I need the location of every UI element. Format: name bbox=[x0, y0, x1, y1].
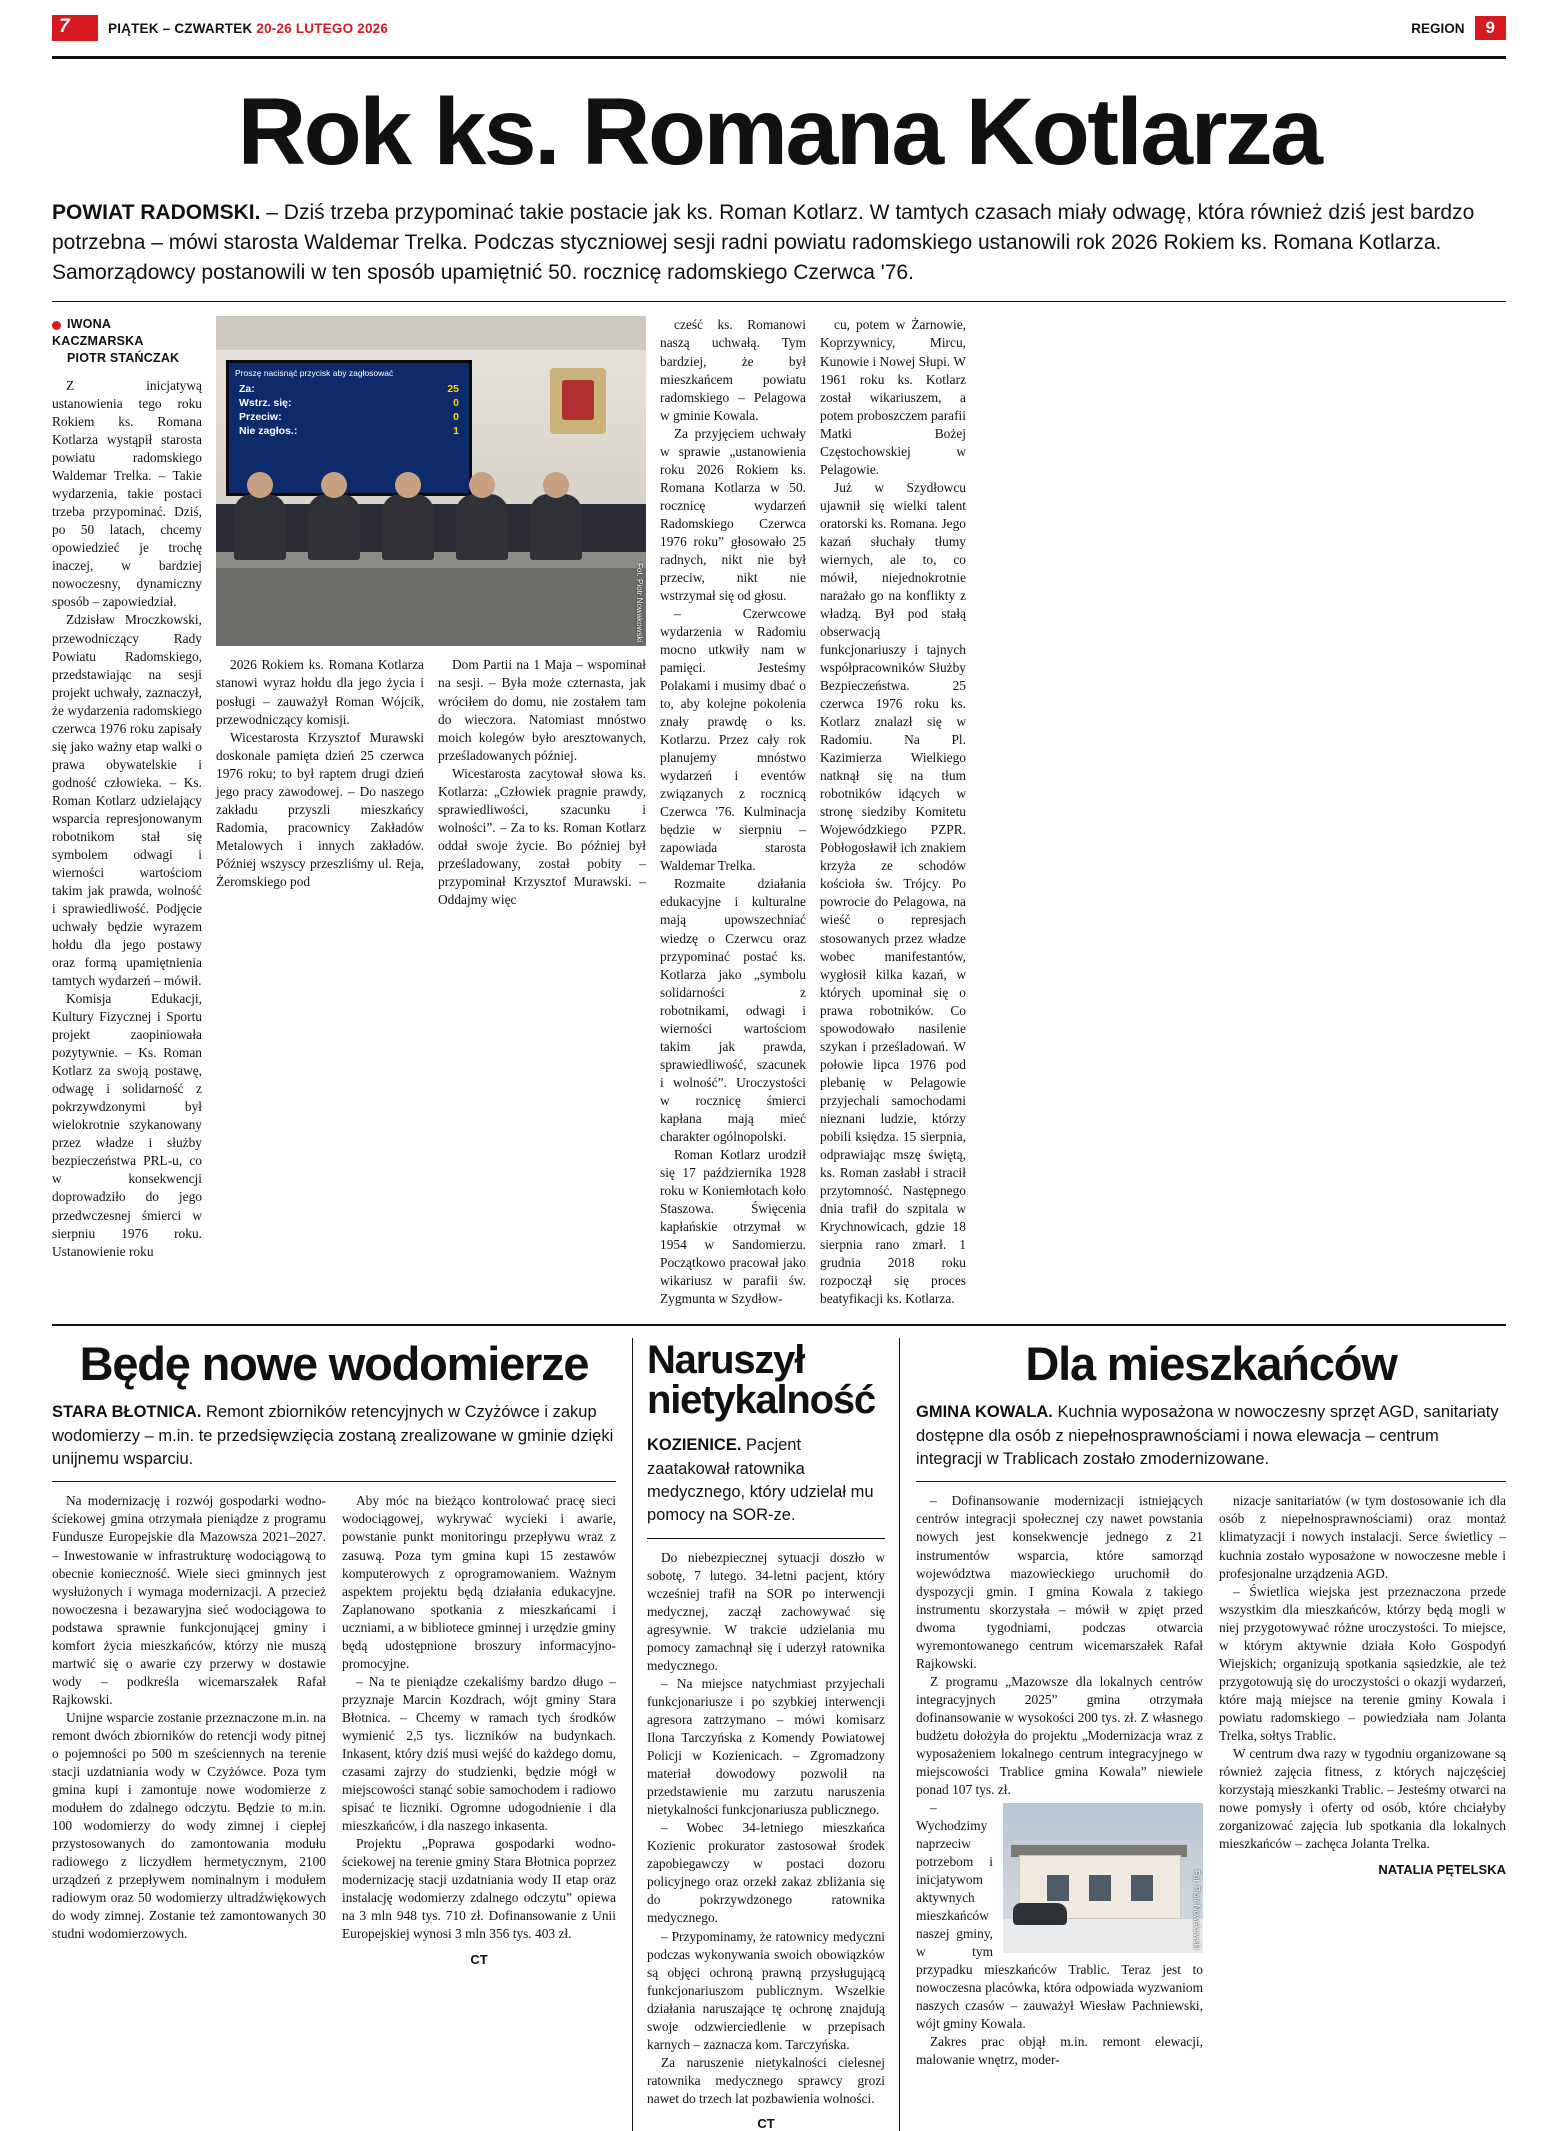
photo-person bbox=[382, 494, 434, 560]
main-article-column-1 bbox=[52, 316, 202, 1260]
photo-window bbox=[1089, 1875, 1111, 1901]
paragraph: – Dofinansowanie modernizacji istniejących centrów integracji społecznej czy nawet powstania nowych jest konsekwencje jednego z 21 instrumentów wsparcia, które samorząd województwa mazowieckiego uruchomił do dyspozycji gmin. I gmina Kowala z takiego instrumentu skorzystała – mówił w zpięt przed dwoma tygodniami, podczas otwarcia wyremontowanego centrum wicemarszałek Rafał Rajkowski. bbox=[916, 1493, 1203, 1671]
paragraph: Za naruszenie nietykalności cielesnej ratownika medycznego sprawcy grozi nawet do trzech lat pozbawienia wolności. bbox=[647, 2054, 885, 2106]
vote-row bbox=[229, 382, 469, 396]
article-nietykalnosc-lead-text: Pacjent zaatakował ratownika medycznego, który udzielał mu pomocy na SOR-ze. bbox=[647, 1436, 874, 1525]
page-number: 9 bbox=[1475, 16, 1506, 40]
paragraph: – Na te pieniądze czekaliśmy bardzo długo – przyznaje Marcin Kozdrach, wójt gminy Stara Błotnica. – Chcemy w ramach tych środków wymienić 2,5 tys. liczników na budynkach. Inkasent, który dziś musi wejść do każdego domu, czasami zajrzy do studzienki, będzie mógł w miejscowości stanąć sobie samochodem i radiowo spisać te liczniki. Ogromne udogodnienie i dla mieszkańców, i dla naszego inkasenta. bbox=[342, 1673, 616, 1833]
paragraph: Rozmaite działania edukacyjne i kulturalne mają upowszechniać wiedzę o Czerwcu oraz przypominać postać ks. Kotlarza jako „symbolu solidarności z robotnikami, odwagi i wierności wartościom takim jak prawda, sprawiedliwość, szacunek i wolność”. Uroczystości w rocznicę śmierci kapłana mają mieć charakter ogólnopolski. bbox=[660, 876, 806, 1144]
paragraph: nizacje sanitariatów (w tym dostosowanie ich dla osób z niepełnosprawnościami) oraz montaż klimatyzacji i nowych instalacji. Serce świetlicy – kuchnia zostało wyposażone w nowoczesne meble i profesjonalne urządzenia AGD. bbox=[1219, 1493, 1506, 1581]
community-center-photo bbox=[1003, 1803, 1203, 1953]
paragraph: – Na miejsce natychmiast przyjechali funkcjonariusze i po szybkiej interwencji agresora zatrzymano – mówi komisarz Ilona Tarczyńska z Komendy Powiatowej Policji w Kozienicach. – Zgromadzony materiał dowodowy pozwolił na przedstawienie mu zarzutu naruszenia nietykalności funkcjonariusza publicznego. bbox=[647, 1676, 885, 1818]
article-wodomierze-signature: CT bbox=[470, 1952, 488, 1968]
main-col2b-text bbox=[438, 656, 646, 908]
byline-author-1-name: IWONA KACZMARSKA bbox=[52, 317, 144, 349]
issue-date-text: PIĄTEK – CZWARTEK bbox=[108, 20, 257, 36]
article-wodomierze-col2 bbox=[342, 1492, 616, 1968]
main-article bbox=[52, 316, 1506, 1308]
article-mieszkancy-title: Dla mieszkańców bbox=[1025, 1337, 1397, 1391]
main-col2a-text bbox=[216, 656, 424, 908]
vote-value: 0 bbox=[453, 411, 459, 424]
main-photo-block bbox=[216, 316, 646, 908]
main-lead bbox=[52, 198, 1506, 287]
paragraph: 2026 Rokiem ks. Romana Kotlarza stanowi wyraz hołdu dla jego życia i posługi – zauważył Roman Wójcik, przewodniczący komisji. bbox=[216, 657, 424, 727]
bottom-articles bbox=[52, 1338, 1506, 2131]
page-title: Rok ks. Romana Kotlarza bbox=[237, 79, 1321, 185]
paragraph: Do niebezpiecznej sytuacji doszło w sobotę, 7 lutego. 34-letni pacjent, który wcześniej trafił na SOR po interwencji medycznej, zaczął zachowywać się agresywnie. W trakcie udzielania mu pomocy zamachnął się i uderzył ratownika medycznego. bbox=[647, 1549, 885, 1674]
paragraph: Aby móc na bieżąco kontrolować pracę sieci wodociągowej, wykrywać wycieki i awarie, powstanie punkt monitoringu przepływu wraz z zasuwą. Poza tym gmina kupi 15 zestawów komputerowych z oprogramowaniem. Ważnym aspektem projektu będą działania edukacyjne. Zaplanowano spotkania z mieszkańcami i uczniami, a w bibliotece gminnej i urzędzie gminy będą udostępnione broszury informacyjno-promocyjne. bbox=[342, 1493, 616, 1671]
article-mieszkancy-signature: NATALIA PĘTELSKA bbox=[1378, 1862, 1506, 1878]
photo-person bbox=[308, 494, 360, 560]
paragraph: cu, potem w Żarnowie, Koprzywnicy, Mircu, Kunowie i Nowej Słupi. W 1961 roku ks. Kotlarz został wikariuszem, a potem proboszczem parafii Matki Bożej Częstochowskiej w Pelagowie. bbox=[820, 317, 966, 477]
main-photo-undercolumns bbox=[216, 656, 646, 908]
vote-row bbox=[229, 410, 469, 424]
paragraph: – Świetlica wiejska jest przeznaczona przede wszystkim dla mieszkańców, którzy będą mogli w niej przygotowywać różne uroczystości. To miejsce, w którym aktywnie działa Koło Gospodyń Wiejskich; organizują spotkania sąsiedzkie, ale też przygotowują się do uroczystości o okazji wydarzeń, które mają miejsce na terenie gminy Kowala i powiatu radomskiego – powiedziała nam Jolanta Trelka, sołtys Trablic. bbox=[1219, 1583, 1506, 1743]
issue-date-range: 20-26 LUTEGO 2026 bbox=[256, 20, 389, 36]
byline bbox=[52, 316, 202, 367]
article-nietykalnosc-dateline: KOZIENICE. bbox=[647, 1436, 742, 1455]
photo-window bbox=[1131, 1875, 1153, 1901]
paragraph: – Przypominamy, że ratownicy medyczni podczas wykonywania swoich obowiązków są objęci ochroną prawną przysługującą funkcjonariuszom publicznym. Wszelkie działania naruszające tę ochronę znajdują swoje odzwierciedlenie w przepisach karnych – zaznacza kom. Tarczyńska. bbox=[647, 1928, 885, 2052]
photo-person bbox=[530, 494, 582, 560]
photo-table bbox=[216, 568, 646, 646]
paragraph: Z programu „Mazowsze dla lokalnych centrów integracyjnych 2025” gmina otrzymała dofinansowanie w wysokości 200 tys. zł. Z własnego budżetu dołożyła do projektu „Modernizacja wraz z wyposażeniem lokalnego centrum integracyjnego w miejscowości Trablice gmina Kowala” niewiele ponad 107 tys. zł. bbox=[916, 1673, 1203, 1797]
paragraph: Już w Szydłowcu ujawnił się wielki talent oratorski ks. Romana. Jego kazań słuchały tłumy wiernych, ale to, co mówił, niejednokrotnie narażało go na konflikty z władzą. Był pod stałą obserwacją funkcjonariuszy i tajnych współpracowników Służby Bezpieczeństwa. 25 czerwca 1976 roku ks. Kotlarz znalazł się w Radomiu. Na Pl. Kazimierza Wielkiego natknął się na tłum robotników idących w stronę siedziby Komitetu Wojewódzkiego PZPR. Pobłogosławił ich znakiem krzyża ze schodów kościoła św. Trójcy. Po powrocie do Pelagowa, na wieść o represjach stosowanych przez władze wobec manifestantów, wygłosił kilka kazań, w których upominał się o prawa robotników. Co spowodowało nasilenie szykan i prześladowań. W połowie lipca 1976 pod plebanię w Pelagowie przyjechali samochodami nieznani ludzie, którzy pobili księdza. 15 sierpnia, odprawiając mszę świętą, ks. Roman zasłabł i stracił przytomność. Następnego dnia trafił do szpitala w Krychnowicach, gdzie 18 sierpnia rano zmarł. 1 grudnia 2018 roku rozpoczął się proces beatyfikacji ks. Kotlarza. bbox=[820, 479, 966, 1307]
main-lead-dateline: POWIAT RADOMSKI. bbox=[52, 201, 261, 224]
paragraph: Komisja Edukacji, Kultury Fizycznej i Sportu projekt zaopiniowała pozytywnie. – Ks. Roman Kotlarz za swoją postawę, odwagę i solidarność z pokrzywdzonymi był wielokrotnie szykanowany przez władze i służby bezpieczeństwa PRL-u, co w konsekwencji doprowadziło do jego przedwczesnej śmierci w sierpniu 1976 roku. Ustanowienie roku bbox=[52, 991, 202, 1259]
article-nietykalnosc-signature: CT bbox=[757, 2115, 775, 2131]
article-mieszkancy-columns bbox=[916, 1492, 1506, 2069]
paragraph: Projektu „Poprawa gospodarki wodno-ściekowej na terenie gminy Stara Błotnica poprzez modernizację stacji uzdatniania wody II etap oraz instalację wodomierzy zdalnego odczytu” opiewa na 3 mln 948 tys. 710 zł. Dofinansowanie z Unii Europejskiej wynosi 3 mln 356 tys. 403 zł. bbox=[342, 1836, 616, 1942]
photo-person bbox=[234, 494, 286, 560]
article-wodomierze bbox=[52, 1338, 616, 2131]
paragraph: Wicestarosta zacytował słowa ks. Kotlarza: „Człowiek pragnie prawdy, sprawiedliwości, szacunku i wolności”. – Za to ks. Roman Kotlarz oddał swoje życie. Bo później był prześladowany, został pobity – przypominał Krzysztof Murawski. – Oddajmy więc bbox=[438, 765, 646, 907]
publication-logo-icon bbox=[52, 15, 98, 41]
paragraph: Zdzisław Mroczkowski, przewodniczący Rady Powiatu Radomskiego, przedstawiając na sesji projekt uchwały, zaznaczył, że wydarzenia radomskiego czerwca 1976 roku zapisały się jako ważny etap walki o prawa obywatelskie i godność człowieka. – Ks. Roman Kotlarz udzielający wsparcia represjonowanym robotnikom stał się symbolem odwagi i wierności wartościom takim jak prawda, wolność i sprawiedliwość. Podjęcie uchwały będzie wyrazem hołdu dla jego postawy oraz formą upamiętnienia tamtych wydarzeń – mówił. bbox=[52, 612, 202, 989]
article-wodomierze-lead-text: Remont zbiorników retencyjnych w Czyżówce i zakup wodomierzy – m.in. te przedsięwzięcia zostaną zrealizowane w gminie dzięki unijnemu wsparciu. bbox=[52, 1403, 614, 1468]
masthead-right bbox=[1411, 16, 1506, 40]
photo-ceiling bbox=[216, 316, 646, 350]
paragraph: – Czerwcowe wydarzenia w Radomiu mocno utkwiły nam w pamięci. Jesteśmy Polakami i musimy dbać o to, aby kolejne pokolenia znały prawdę o ks. Kotlarzu. Przez cały rok planujemy mnóstwo wydarzeń i eventów związanych z rocznicą Czerwca '76. Kulminacja będzie w sierpniu – zapowiada starosta Waldemar Trelka. bbox=[660, 605, 806, 874]
divider bbox=[52, 301, 1506, 302]
article-wodomierze-lead bbox=[52, 1401, 616, 1471]
article-mieszkancy-col1 bbox=[916, 1492, 1203, 2069]
vote-row bbox=[229, 396, 469, 410]
section-label: REGION bbox=[1411, 20, 1465, 36]
article-nietykalnosc-title: Naruszył nietykalność bbox=[647, 1338, 875, 1423]
paragraph: Dom Partii na 1 Maja – wspominał na sesji. – Była może czternasta, jak wróciłem do domu, nie zostałem tam do wieczora. Natomiast mnóstwo moich kolegów było aresztowanych, prześladowanych później. bbox=[438, 657, 646, 763]
article-wodomierze-dateline: STARA BŁOTNICA. bbox=[52, 1403, 202, 1422]
paragraph: Zakres prac objął m.in. remont elewacji, malowanie wnętrz, moder- bbox=[916, 2034, 1203, 2068]
paragraph: – Wychodzimy naprzeciw potrzebom i inicjatywom aktywnych mieszkańców naszej gminy, w tym przypadku mieszkańców Trablic. Teraz jest to nowoczesna placówka, która odpowiada wyzwaniom naszych czasów – zauważył Wiesław Pachniewski, wójt gminy Kowala. bbox=[916, 1799, 1203, 2032]
article-nietykalnosc-body bbox=[647, 1549, 885, 2108]
paragraph: Roman Kotlarz urodził się 17 października 1928 roku w Koniemłotach koło Staszowa. Święcenia kapłańskie otrzymał w 1954 w Sandomierzu. Początkowo pracował jako wikariusz w parafii św. Zygmunta w Szydłow- bbox=[660, 1146, 806, 1307]
article-nietykalnosc bbox=[632, 1338, 900, 2131]
main-col1-text bbox=[52, 377, 202, 1261]
paragraph: Unijne wsparcie zostanie przeznaczone m.in. na remont dwóch zbiorników do retencji wody pitnej o pojemności po 500 m sześciennych na terenie stacji uzdatniania wody w Czyżówce. Poza tym gmina kupi i zamontuje nowe wodomierze z modułem do zdalnego odczytu. Będzie to m.in. 100 wodomierzy do wody zimnej i ciepłej przystosowanych do zamontowania modułu radiowego z liczydłem hermetycznym, 2100 urządzeń z przepływem nominalnym i modułem radiowym oraz 50 wodomierzy ultradźwiękowych do wody zimnej. Zostanie też zamontowanych 30 studni wodomierzowych. bbox=[52, 1709, 326, 1942]
paragraph: Z inicjatywą ustanowienia tego roku Rokiem ks. Romana Kotlarza wystąpił starosta powiatu radomskiego Waldemar Trelka. – Takie wydarzenia, takie postaci trzeba przypominać. Dziś, po 50 latach, chcemy opowiedzieć je trochę inaczej, w bardziej nowoczesny, dynamiczny sposób – zapowiedział. bbox=[52, 378, 202, 610]
masthead bbox=[52, 0, 1506, 59]
main-article-column-3 bbox=[660, 316, 806, 1308]
bullet-icon bbox=[52, 321, 61, 330]
vote-label: Wstrz. się: bbox=[239, 397, 292, 410]
photo-credit: Fot. Piotr Nowakowski bbox=[635, 563, 644, 643]
paragraph: W centrum dwa razy w tygodniu organizowane są również zajęcia fitness, z których najczęściej korzystają mieszkanki Trablic. – Jesteśmy otwarci na nowe pomysły i oferty od osób, które chciałyby zorganizować zajęcia lub spotkania dla lokalnych mieszkańców – zachęca Jolanta Trelka. bbox=[1219, 1745, 1506, 1852]
paragraph: Za przyjęciem uchwały w sprawie „ustanowienia roku 2026 Rokiem ks. Romana Kotlarza w 50. rocznicę wydarzeń Radomskiego Czerwca 1976 roku” głosowało 25 radnych, nikt nie był przeciw, nikt nie wstrzymał się od głosu. bbox=[660, 425, 806, 603]
main-article-grid bbox=[52, 316, 1506, 1308]
coat-of-arms-icon bbox=[550, 368, 606, 434]
paragraph: cześć ks. Romanowi naszą uchwałą. Tym bardziej, że był mieszkańcem powiatu radomskiego – Pelagowa w gminie Kowala. bbox=[660, 317, 806, 423]
voting-screen-title: Proszę nacisnąć przycisk aby zagłosować bbox=[235, 368, 394, 379]
article-wodomierze-title: Będę nowe wodomierze bbox=[79, 1337, 589, 1391]
vote-value: 25 bbox=[447, 383, 459, 396]
photo-person bbox=[456, 494, 508, 560]
article-nietykalnosc-lead bbox=[647, 1434, 885, 1528]
vote-value: 0 bbox=[453, 397, 459, 410]
vote-label: Za: bbox=[239, 383, 255, 396]
article-wodomierze-col1 bbox=[52, 1492, 326, 1968]
paragraph: Wicestarosta Krzysztof Murawski doskonale pamięta dzień 25 czerwca 1976 roku; to był raptem drugi dzień jego pracy zawodowej. – Do naszego zakładu przyszli mieszkańcy Radomia, pracownicy Zakładów Metalowych i innych zakładów. Później wszyscy przeszliśmy ul. Reja, Żeromskiego pod bbox=[216, 729, 424, 889]
photo-credit: Fot. Piotr Nowakowski bbox=[1192, 1869, 1201, 1949]
byline-author-2: PIOTR STAŃCZAK bbox=[67, 351, 180, 366]
article-mieszkancy-col2 bbox=[1219, 1492, 1506, 2069]
article-mieszkancy-lead bbox=[916, 1401, 1506, 1471]
vote-value: 1 bbox=[453, 425, 459, 438]
issue-date bbox=[108, 21, 388, 36]
photo-car bbox=[1013, 1903, 1067, 1925]
article-mieszkancy bbox=[916, 1338, 1506, 2131]
byline-author-1 bbox=[52, 316, 202, 350]
article-wodomierze-columns bbox=[52, 1492, 616, 1968]
vote-row bbox=[229, 424, 469, 438]
session-photo bbox=[216, 316, 646, 646]
vote-label: Przeciw: bbox=[239, 411, 282, 424]
paragraph: Na modernizację i rozwój gospodarki wodno-ściekowej gmina otrzymała pieniądze z programu Fundusze Europejskie dla Mazowsza 2021–2027. – Inwestowanie w infrastrukturę wodociągową to obecnie konieczność. Wiele sieci gminnych jest wysłużonych i wymaga modernizacji. A przecież nowoczesna i bezawaryjna sieć wodociągowa to podstawa sprawnie funkcjonującej gminy i komfort życia mieszkańców, którzy nie muszą martwić się o awarie czy przerwy w dostawie wody – podkreśla wicemarszałek Rafał Rajkowski. bbox=[52, 1493, 326, 1707]
main-lead-text: – Dziś trzeba przypominać takie postacie jak ks. Roman Kotlarz. W tamtych czasach miały odwagę, która również dziś jest bardzo potrzebna – mówi starosta Waldemar Trelka. Podczas styczniowej sesji radni powiatu radomskiego ustanowili rok 2026 Rokiem ks. Romana Kotlarza. Samorządowcy postanowili w ten sposób upamiętnić 50. rocznicę radomskiego Czerwca '76. bbox=[52, 201, 1475, 284]
photo-window bbox=[1047, 1875, 1069, 1901]
main-article-column-4 bbox=[820, 316, 966, 1308]
section-divider bbox=[52, 1324, 1506, 1326]
vote-label: Nie zagłos.: bbox=[239, 425, 298, 438]
article-mieszkancy-lead-text: Kuchnia wyposażona w nowoczesny sprzęt AGD, sanitariaty dostępne dla osób z niepełnosprawnościami i nowa elewacja – centrum integracji w Trablicach zostało zmodernizowane. bbox=[916, 1403, 1499, 1468]
paragraph: – Wobec 34-letniego mieszkańca Kozienic prokurator zastosował środek zapobiegawczy w postaci dozoru policyjnego oraz orzekł zakaz zbliżania się do pokrzywdzonego ratownika medycznego. bbox=[647, 1820, 885, 1926]
article-mieszkancy-dateline: GMINA KOWALA. bbox=[916, 1403, 1053, 1422]
